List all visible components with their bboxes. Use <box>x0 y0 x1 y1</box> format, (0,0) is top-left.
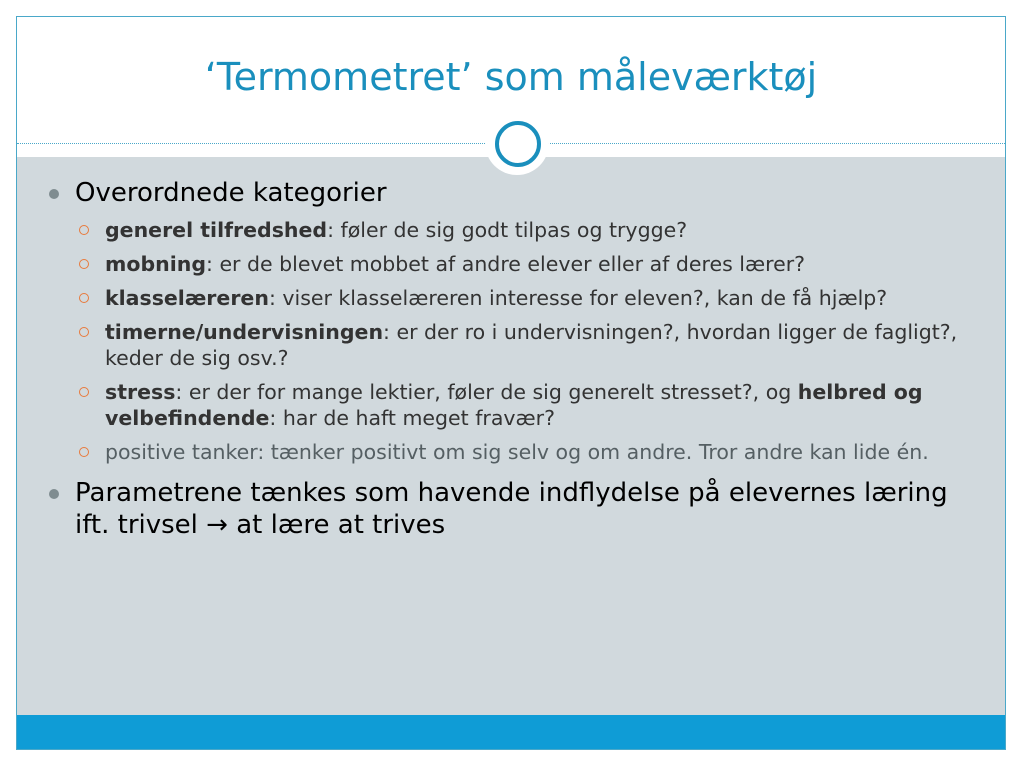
description: : føler de sig godt tilpas og trygge? <box>327 218 688 242</box>
sub-item-stress <box>75 379 987 431</box>
description: : er de blevet mobbet af andre elever eller af deres lærer? <box>206 252 806 276</box>
sub-item-timerne-undervisningen <box>75 319 987 371</box>
bullet-list <box>47 177 987 547</box>
term: generel tilfredshed <box>105 218 328 242</box>
sub-bullet-list <box>75 217 987 465</box>
slide-frame <box>16 16 1006 750</box>
sub-item-klasselaereren <box>75 285 987 311</box>
bullet-item-categories <box>47 177 987 465</box>
bullet-text-after: at lære at trives <box>227 510 446 540</box>
term: mobning <box>105 252 207 276</box>
footer-bar <box>17 715 1005 750</box>
description: positive tanker: tænker positivt om sig selv og om andre. Tror andre kan lide én. <box>105 440 929 464</box>
sub-item-mobning <box>75 251 987 277</box>
sub-item-positive-tanker <box>75 439 987 465</box>
bullet-text: Parametrene tænkes som havende indflydelse på elevernes læring ift. trivsel <box>75 478 948 540</box>
arrow-right-icon: → <box>206 510 228 540</box>
term-secondary: helbred og velbefindende <box>105 380 923 430</box>
term: klasselæreren <box>105 286 269 310</box>
term: timerne/undervisningen <box>105 320 384 344</box>
description: : er der for mange lektier, føler de sig generelt stresset?, og <box>175 380 798 404</box>
bullet-item-parametre <box>47 477 987 541</box>
description-secondary: : har de haft meget fravær? <box>269 406 555 430</box>
circle-ring-icon <box>495 121 541 167</box>
slide-title: ‘Termometret’ som måleværktøj <box>204 55 818 99</box>
term: stress <box>105 380 176 404</box>
description: : er der ro i undervisningen?, hvordan ligger de fagligt?, keder de sig osv.? <box>105 320 958 370</box>
bullet-text: Overordnede kategorier <box>75 178 387 208</box>
sub-item-generel-tilfredshed <box>75 217 987 243</box>
description: : viser klasselæreren interesse for eleven?, kan de få hjælp? <box>268 286 888 310</box>
